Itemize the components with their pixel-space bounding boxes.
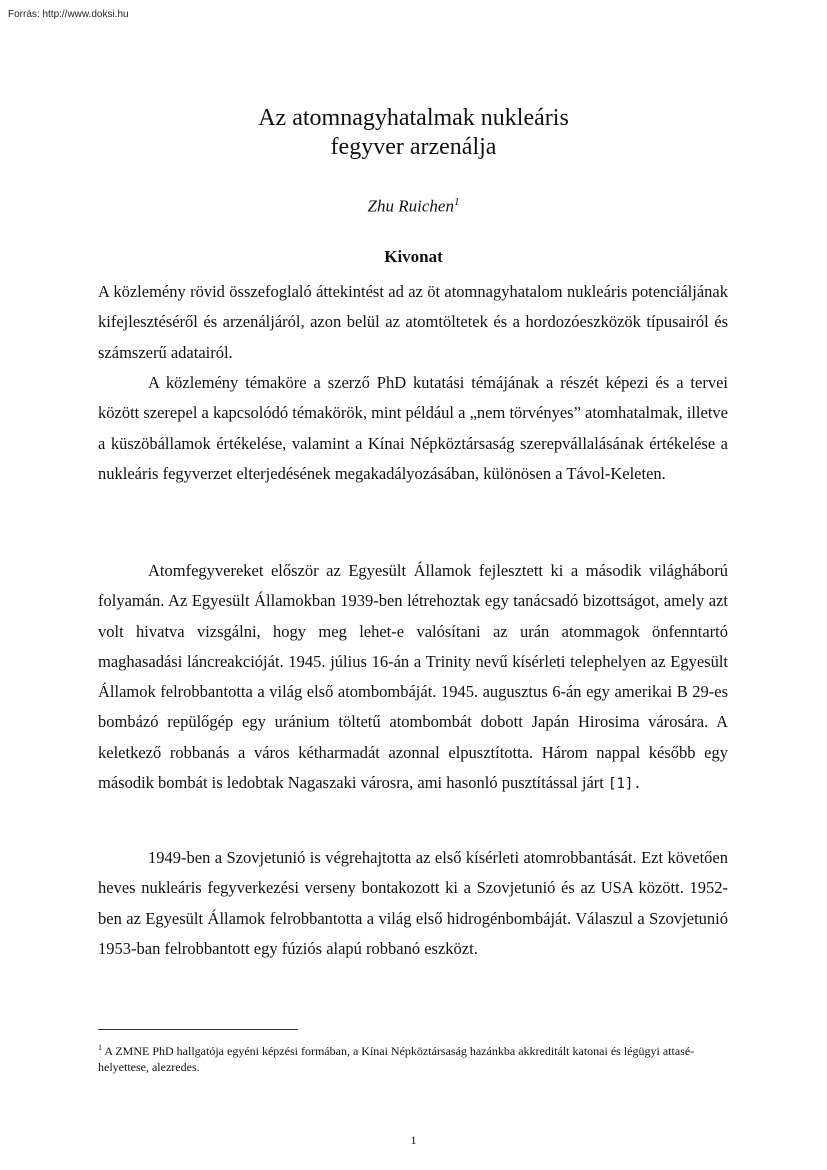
footnote-text: A ZMNE PhD hallgatója egyéni képzési formában, a Kínai Népköztársaság hazánkba akkreditált katonai és légügyi attasé-helyettese, alezredes. xyxy=(98,1044,695,1074)
page-title xyxy=(0,104,827,162)
footnote xyxy=(98,1040,728,1075)
author-name: Zhu Ruichen xyxy=(367,196,454,216)
page-number: 1 xyxy=(410,1133,417,1147)
footnote-separator xyxy=(98,1029,298,1030)
abstract-heading: Kivonat xyxy=(384,247,443,266)
body-paragraph-2: 1949-ben a Szovjetunió is végrehajtotta az első kísérleti atomrobbantását. Ezt követően heves nukleáris fegyverkezési verseny bontakozott ki a Szovjetunió és az USA között. 1952-ben az Egyesült Államok felrobbantotta a világ első hidrogénbombáját. Válaszul a Szovjetunió 1953-ban felrobbantott egy fúziós alapú robbanó eszközt. xyxy=(98,848,728,958)
footnote-mark: 1 xyxy=(98,1043,102,1052)
source-url: Forrás: http://www.doksi.hu xyxy=(8,9,129,20)
body-paragraph-1 xyxy=(98,556,728,799)
abstract-paragraph-1: A közlemény rövid összefoglaló áttekintést ad az öt atomnagyhatalom nukleáris potenciáljának kifejlesztéséről és arzenáljáról, azon belül az atomtöltetek és a hordozóeszközök típusairól és számszerű adatairól. xyxy=(98,282,728,362)
title-line-2: fegyver arzenálja xyxy=(330,134,497,160)
abstract-paragraph-2: A közlemény témaköre a szerző PhD kutatási témájának a részét képezi és a tervei között szerepel a kapcsolódó témakörök, mint például a „nem törvényes” atomhatalmak, illetve a küszöbállamok értékelése, valamint a Kínai Népköztársaság szerepvállalásának értékelése a nukleáris fegyverzet elterjedésének megakadályozásában, különösen a Távol-Keleten. xyxy=(98,373,728,483)
author-footnote-mark: 1 xyxy=(453,196,460,208)
body-paragraph-1-text: Atomfegyvereket először az Egyesült Államok fejlesztett ki a második világháború folyamán. Az Egyesült Államokban 1939-ben létrehoztak egy tanácsadó bizottságot, amely azt volt hivatva vizsgálni, hogy meg lehet-e valósítani az urán atommagok önfenntartó maghasadási láncreakcióját. 1945. július 16-án a Trinity nevű kísérleti telephelyen az Egyesült Államok felrobbantotta a világ első atombombáját. 1945. augusztus 6-án egy amerikai B 29-es bombázó repülőgép egy uránium töltetű atombombát dobott Japán Hirosima városára. A keletkező robbanás a város kétharmadát azonnal elpusztította. Három nappal később egy második bombát is ledobtak Nagaszaki városra, ami hasonló pusztítással járt xyxy=(98,561,728,793)
citation: [1]. xyxy=(608,776,642,793)
author xyxy=(0,196,827,217)
title-line-1: Az atomnagyhatalmak nukleáris xyxy=(258,105,569,131)
